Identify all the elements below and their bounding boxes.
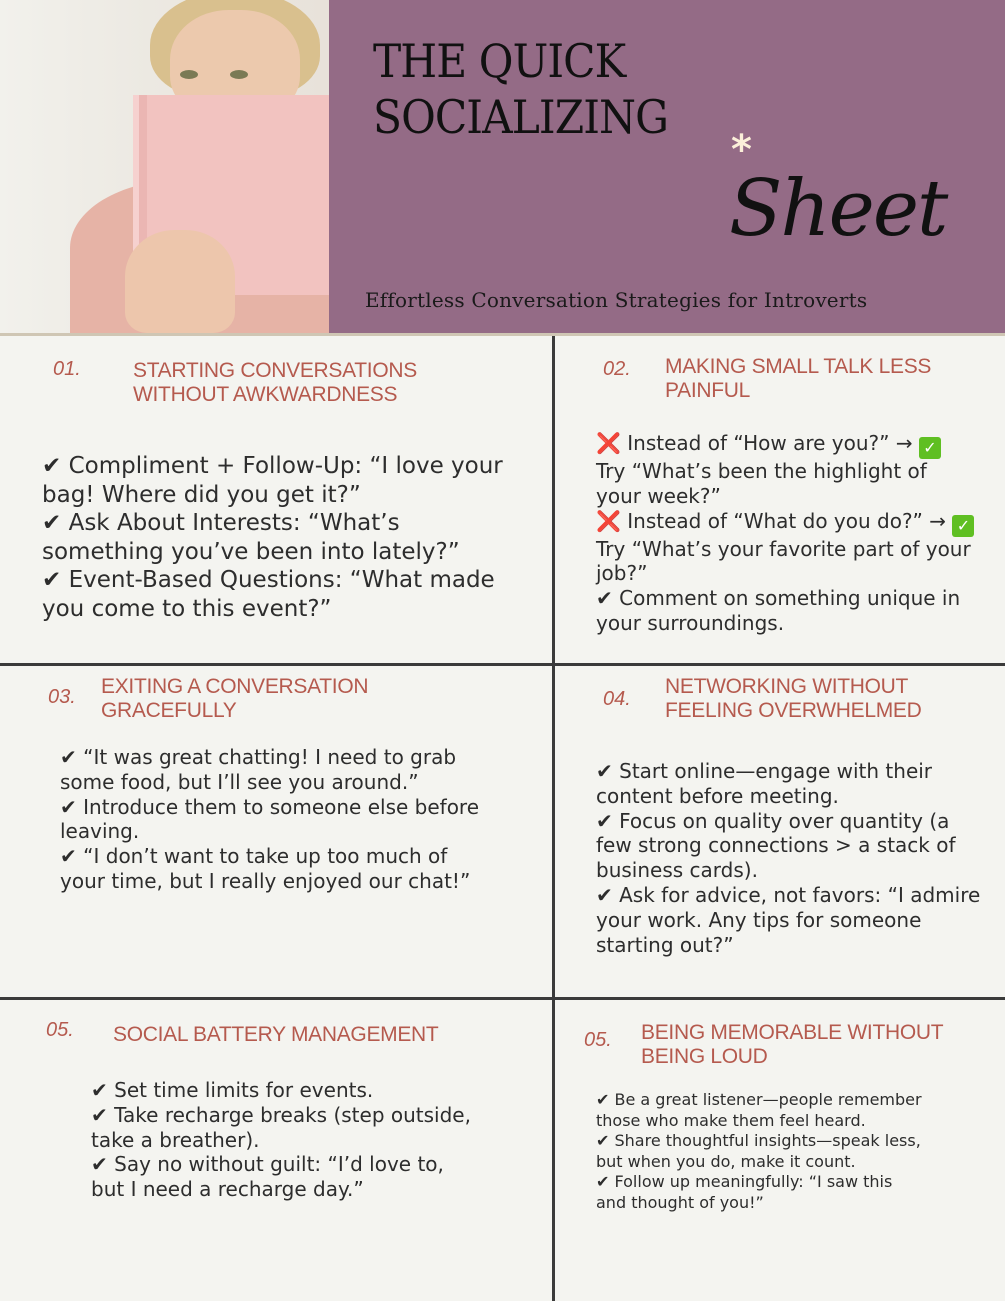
list-item [596, 883, 991, 957]
photo-hand [125, 230, 235, 333]
section-title: EXITING A CONVERSATION GRACEFULLY [101, 675, 369, 722]
checkmark-icon: ✔ [91, 1078, 108, 1102]
checkmark-icon: ✔ [596, 882, 613, 907]
checkmark-icon: ✔ [91, 1152, 108, 1177]
list-item [596, 509, 976, 587]
list-item [60, 844, 480, 894]
photo-eye [230, 70, 248, 79]
section-list [596, 431, 976, 636]
list-item [596, 759, 991, 809]
list-item-text: Instead of “How are you?” → [627, 431, 913, 455]
checkmark-icon: ✔ [60, 745, 77, 769]
list-item [91, 1152, 481, 1202]
cross-mark-icon: ❌ [596, 508, 621, 533]
section-title: STARTING CONVERSATIONS WITHOUT AWKWARDNESS [133, 359, 417, 406]
title-line-1: THE QUICK [373, 34, 626, 88]
list-item-text: Set time limits for events. [114, 1078, 374, 1102]
header [0, 0, 1005, 333]
title-line-2: SOCIALIZING [373, 90, 669, 144]
section-list [596, 759, 991, 957]
checkmark-icon: ✔ [596, 586, 613, 611]
section-list [60, 745, 480, 894]
list-item-text: Be a great listener—people remember those who make them feel heard. [596, 1090, 922, 1130]
section-title: SOCIAL BATTERY MANAGEMENT [113, 1023, 439, 1046]
list-item-text: Introduce them to someone else before leaving. [60, 794, 480, 844]
list-item-text: Take recharge breaks (step outside, take a breather). [91, 1102, 471, 1152]
checkmark-icon: ✔ [596, 1172, 610, 1191]
photo-eye [180, 70, 198, 79]
section-list [42, 452, 512, 623]
checkmark-icon: ✔ [596, 1090, 610, 1109]
list-item-text: Instead of “What do you do?” → [627, 508, 947, 533]
header-divider [0, 333, 1005, 336]
checkmark-icon: ✔ [42, 510, 62, 536]
list-item-text: Event-Based Questions: “What made you come to this event?” [42, 567, 495, 622]
list-item [596, 1090, 926, 1131]
cross-mark-icon: ❌ [596, 431, 621, 455]
list-item [42, 452, 512, 509]
checkmark-icon: ✔ [596, 808, 613, 833]
list-item-text: Comment on something unique in your surroundings. [596, 586, 961, 635]
check-box-icon: ✓ [919, 437, 941, 459]
section-number: 02. [603, 358, 631, 380]
list-item-text: “It was great chatting! I need to grab some food, but I’ll see you around.” [60, 745, 457, 794]
list-item [596, 431, 976, 509]
section-list [91, 1078, 481, 1202]
section-number: 03. [48, 686, 76, 708]
list-item-text: Share thoughtful insights—speak less, but when you do, make it count. [596, 1131, 921, 1171]
list-item [60, 745, 480, 795]
list-item [596, 586, 976, 636]
checkmark-icon: ✔ [60, 844, 77, 869]
asterisk-icon: * [731, 127, 752, 173]
section-title: BEING MEMORABLE WITHOUT BEING LOUD [641, 1021, 943, 1068]
section-number: 05. [46, 1019, 74, 1041]
list-item [91, 1078, 481, 1103]
list-item [42, 566, 512, 623]
section-title: NETWORKING WITHOUT FEELING OVERWHELMED [665, 675, 922, 722]
checkmark-icon: ✔ [596, 759, 613, 783]
title-banner [329, 0, 1005, 333]
list-item-text: Try “What’s been the highlight of your week?” [596, 459, 927, 508]
column-divider [552, 336, 555, 1301]
section-number: 04. [603, 688, 631, 710]
checkmark-icon: ✔ [42, 567, 62, 593]
list-item [42, 509, 512, 566]
list-item-text: Say no without guilt: “I’d love to, but I need a recharge day.” [91, 1152, 444, 1202]
list-item [60, 795, 480, 845]
header-photo [0, 0, 329, 333]
list-item-text: Ask About Interests: “What’s something you’ve been into lately?” [42, 510, 460, 565]
checkmark-icon: ✔ [60, 794, 77, 819]
list-item-text: Ask for advice, not favors: “I admire your work. Any tips for someone starting out?” [596, 882, 981, 957]
list-item [596, 1131, 926, 1172]
checkmark-icon: ✔ [596, 1131, 610, 1150]
title-script: Sheet [729, 164, 947, 254]
checkmark-icon: ✔ [42, 453, 62, 479]
checkmark-icon: ✔ [91, 1102, 108, 1127]
section-number: 05. [584, 1029, 612, 1051]
list-item [596, 1172, 926, 1213]
section-title: MAKING SMALL TALK LESS PAINFUL [665, 355, 932, 402]
list-item [596, 809, 991, 883]
list-item-text: Focus on quality over quantity (a few strong connections > a stack of business cards). [596, 808, 956, 883]
section-number: 01. [53, 358, 81, 380]
list-item-text: Start online—engage with their content before meeting. [596, 759, 933, 808]
section-list [596, 1090, 926, 1213]
list-item [91, 1103, 481, 1153]
list-item-text: Try “What’s your favorite part of your job?” [596, 536, 971, 586]
list-item-text: Follow up meaningfully: “I saw this and thought of you!” [596, 1172, 893, 1212]
row-divider [0, 663, 1005, 666]
row-divider [0, 997, 1005, 1000]
check-box-icon: ✓ [952, 515, 974, 537]
list-item-text: Compliment + Follow-Up: “I love your bag! Where did you get it?” [42, 453, 503, 508]
subtitle: Effortless Conversation Strategies for Introverts [365, 288, 868, 312]
list-item-text: “I don’t want to take up too much of your time, but I really enjoyed our chat!” [60, 844, 471, 893]
